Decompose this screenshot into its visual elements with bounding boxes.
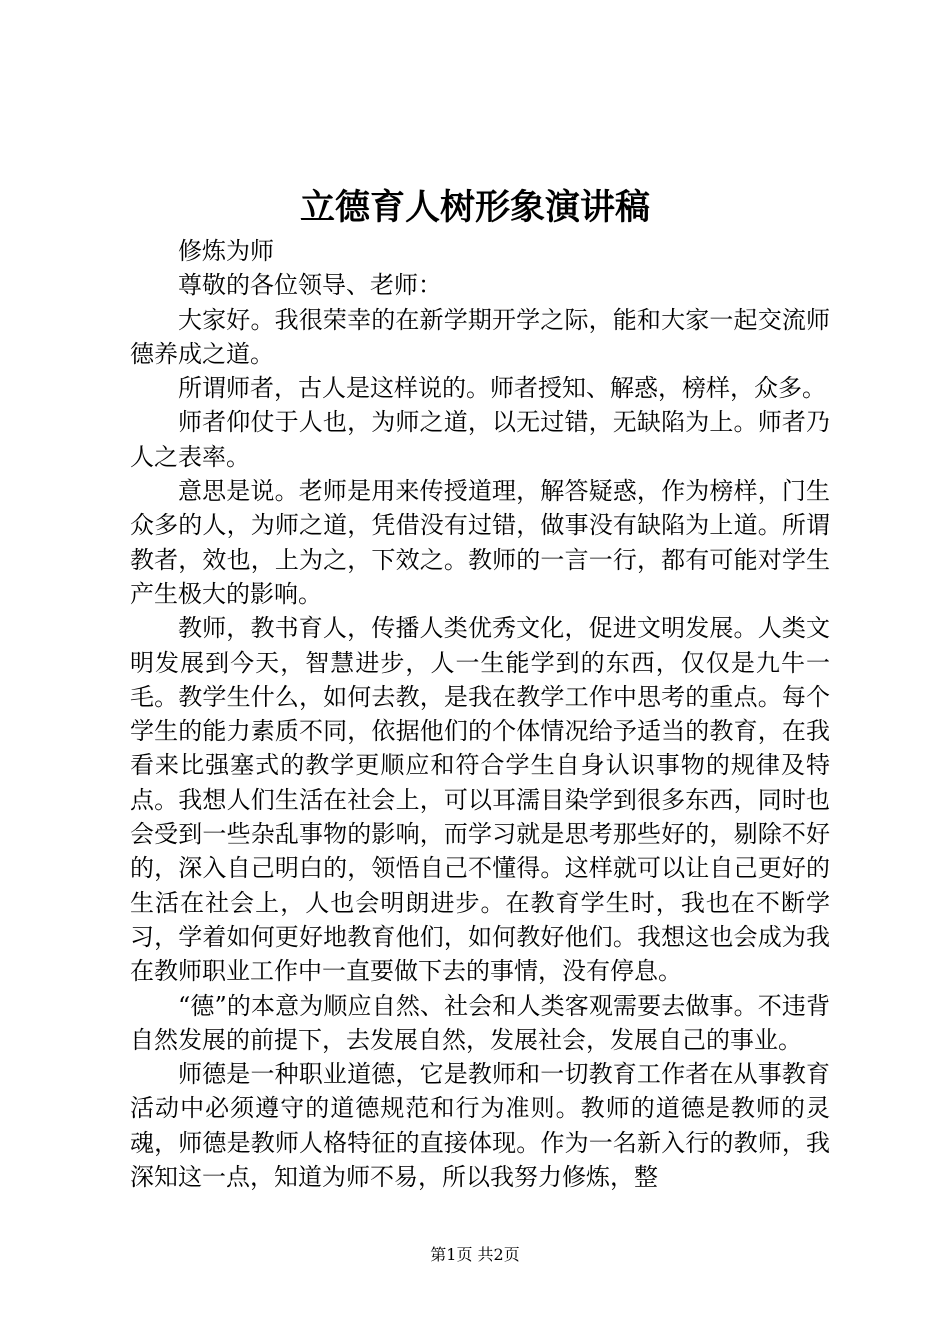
paragraph-salutation: 尊敬的各位领导、老师： bbox=[178, 271, 442, 300]
paragraph-heading: 修炼为师 bbox=[178, 237, 274, 265]
page-footer: 第1页 共2页 bbox=[430, 1245, 520, 1264]
paragraph: 教师，教书育人，传播人类优秀文化，促进文明发展。人类文明发展到今天，智慧进步，人一生能学到的东西，仅仅是九牛一毛。教学生什么，如何去教，是我在教学工作中思考的重点。每个学生的能力素质不同，依据他们的个体情况给予适当的教育，在我看来比强塞式的教学更顺应和符合学生自身认识事物的规律及特点。我想人们生活在社会上，可以耳濡目染学到很多东西，同时也会受到一些杂乱事物的影响，而学习就是思考那些好的，剔除不好的，深入自己明白的，领悟自己不懂得。这样就可以让自己更好的生活在社会上，人也会明朗进步。在教育学生时，我也在不断学习，学着如何更好地教育他们，如何教好他们。我想这也会成为我在教师职业工作中一直要做下去的事情，没有停息。 bbox=[130, 614, 830, 986]
document-title: 立德育人树形象演讲稿 bbox=[299, 187, 650, 228]
paragraph: 大家好。我很荣幸的在新学期开学之际，能和大家一起交流师德养成之道。 bbox=[130, 305, 830, 368]
paragraph: “德”的本意为顺应自然、社会和人类客观需要去做事。不违背自然发展的前提下，去发展自然，发展社会，发展自己的事业。 bbox=[130, 991, 830, 1054]
paragraph: 所谓师者，古人是这样说的。师者授知、解惑，榜样，众多。 bbox=[178, 374, 826, 403]
paragraph: 意思是说。老师是用来传授道理，解答疑惑，作为榜样，门生众多的人，为师之道，凭借没有过错，做事没有缺陷为上道。所谓教者，效也，上为之，下效之。教师的一言一行，都有可能对学生产生极大的影响。 bbox=[130, 477, 830, 608]
document-body bbox=[130, 234, 830, 1194]
paragraph: 师者仰仗于人也，为师之道，以无过错，无缺陷为上。师者乃人之表率。 bbox=[130, 408, 830, 471]
paragraph: 师德是一种职业道德，它是教师和一切教育工作者在从事教育活动中必须遵守的道德规范和行为准则。教师的道德是教师的灵魂，师德是教师人格特征的直接体现。作为一名新入行的教师，我深知这一点，知道为师不易，所以我努力修炼，整 bbox=[130, 1060, 830, 1192]
